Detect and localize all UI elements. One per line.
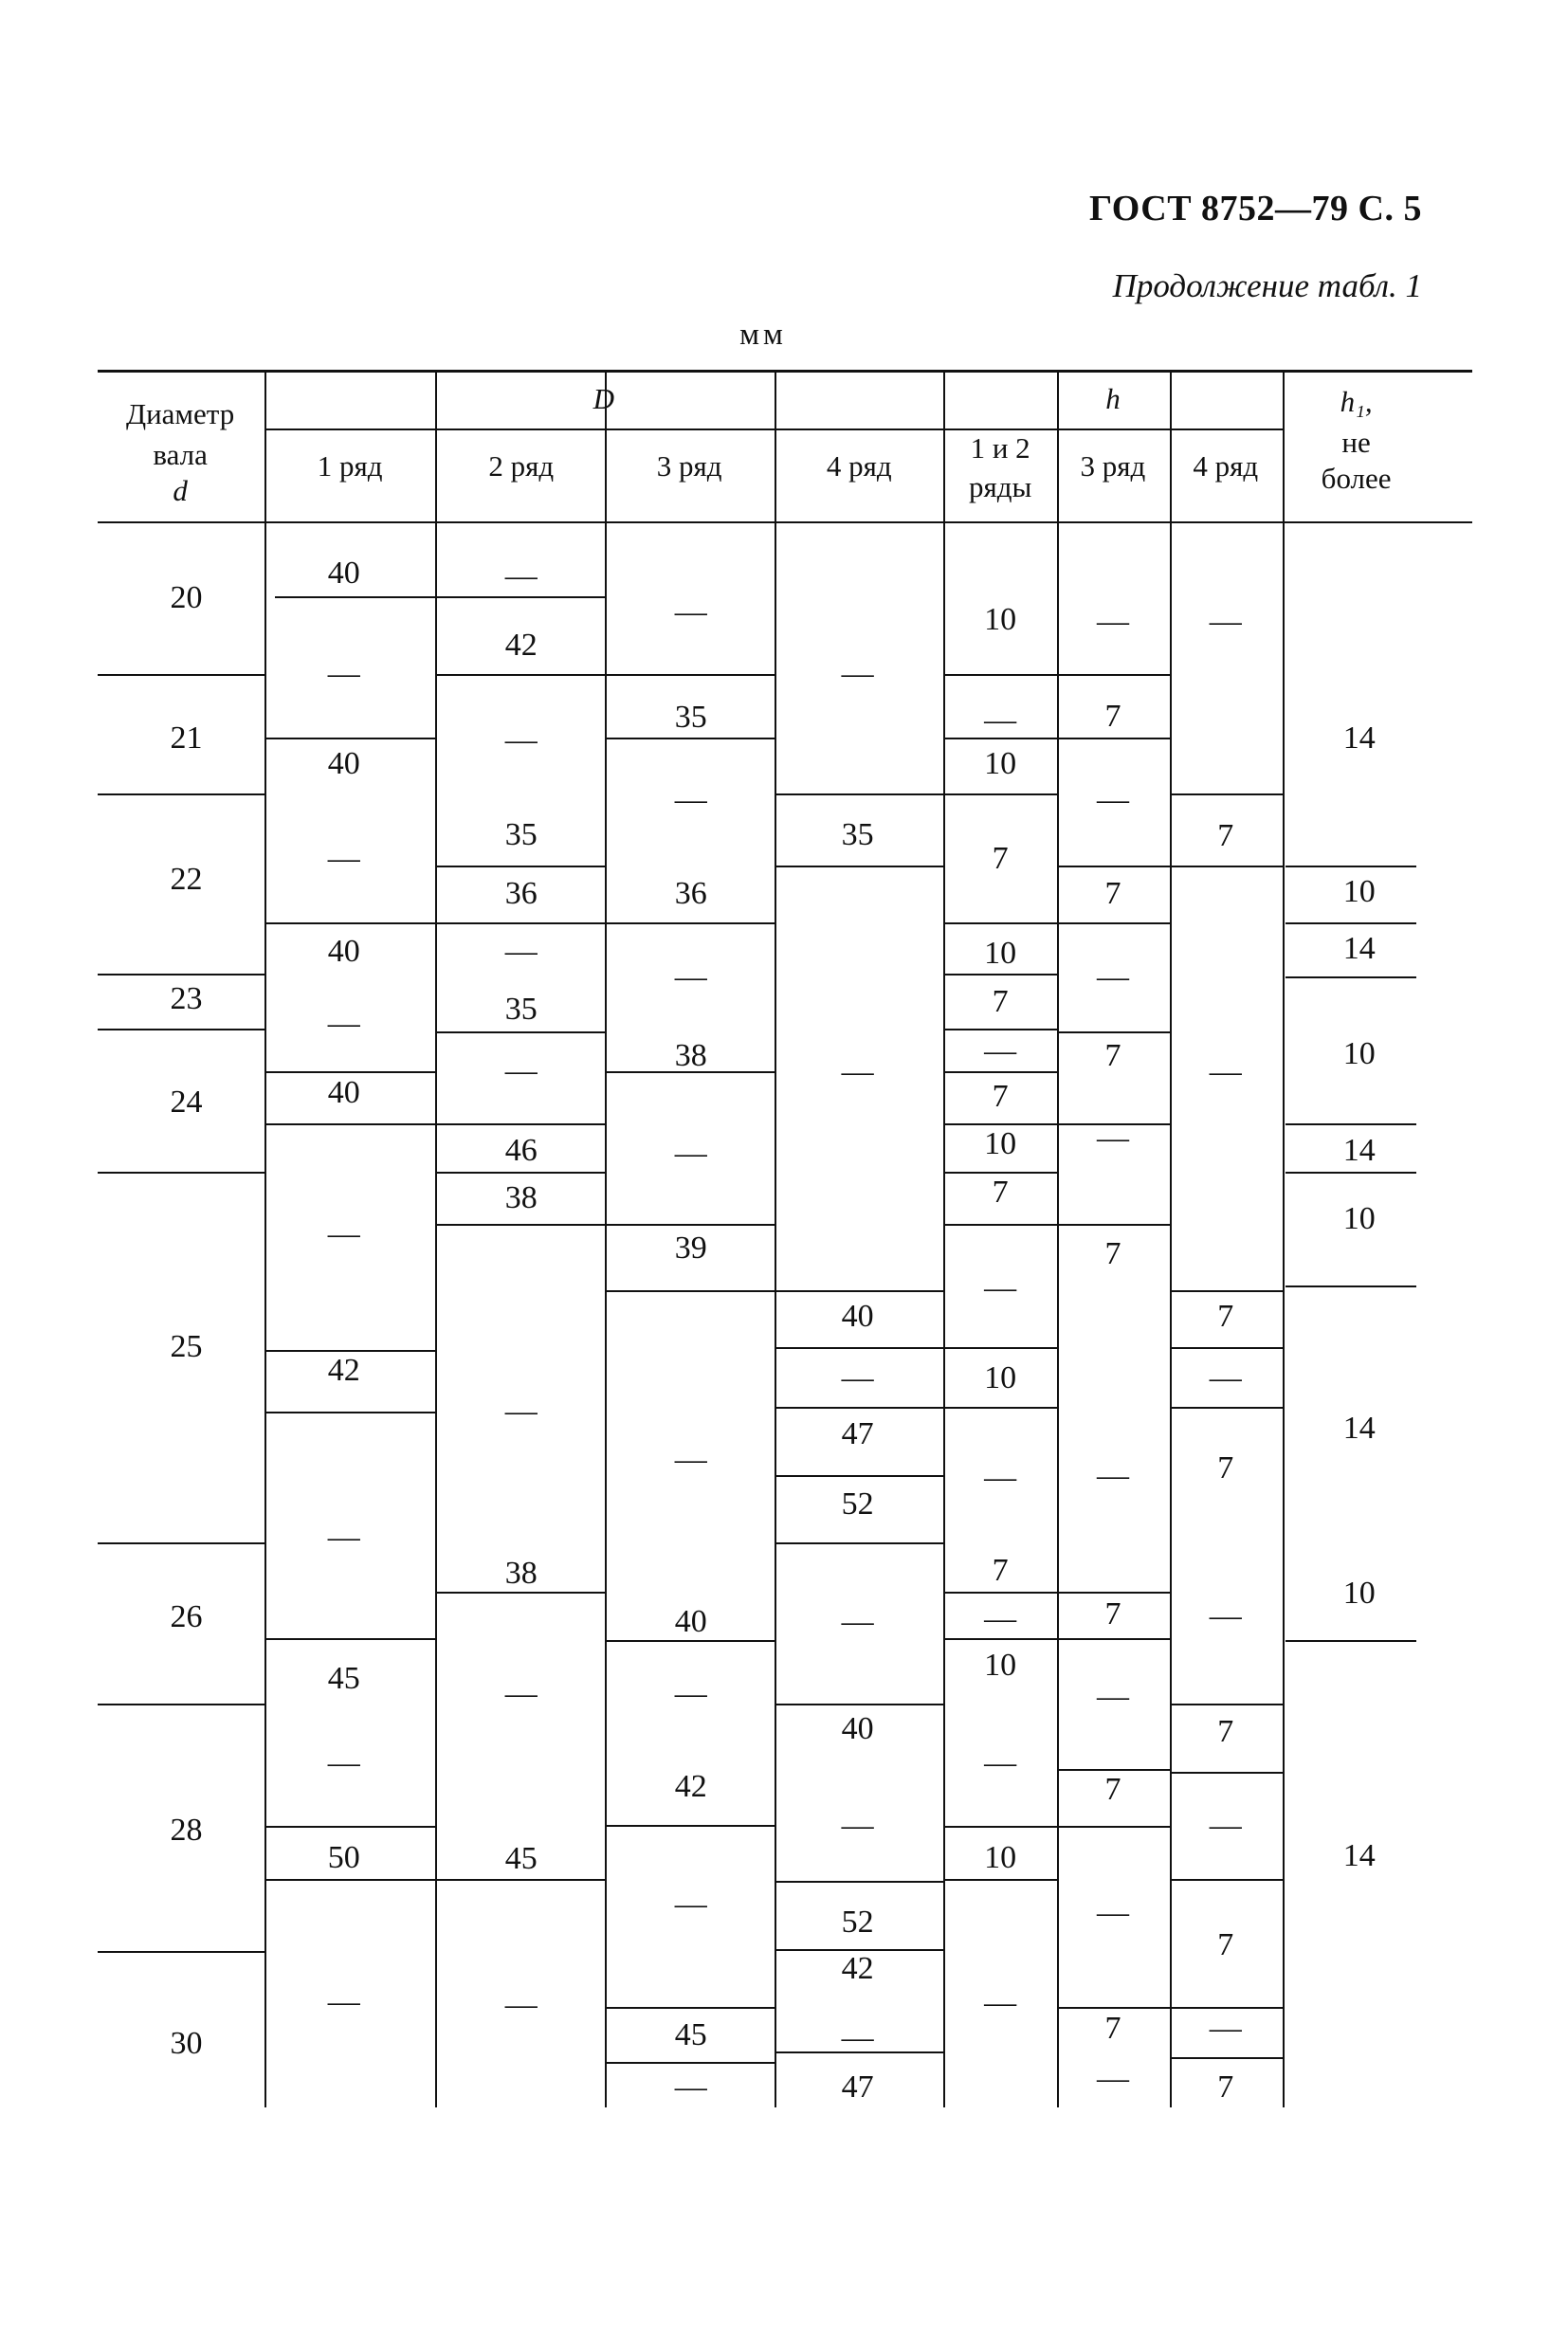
table-cell-h-rows12: — (984, 1459, 1017, 1495)
table-cell-h-rows12: — (984, 1033, 1017, 1068)
table-rule (1285, 1640, 1416, 1642)
table-rule (435, 1879, 605, 1881)
table-cell-shaft-diameter: 24 (170, 1084, 203, 1120)
table-cell-h-row3: 7 (1104, 1235, 1121, 1271)
table-cell-h-rows12: 7 (992, 1078, 1009, 1114)
table-cell-h-rows12: — (984, 702, 1017, 738)
table-cell-h-row3: — (1096, 603, 1129, 639)
table-rule (1170, 1290, 1283, 1292)
table-cell-h-row3: — (1096, 1895, 1129, 1931)
table-rule (1170, 1879, 1283, 1881)
table-cell-D-row3: — (674, 782, 707, 818)
table-cell-D-row4: 35 (841, 816, 874, 852)
table-cell-D-row4: 52 (841, 1486, 874, 1522)
table-cell-D-row1: — (327, 1983, 360, 2019)
table-cell-D-row1: — (327, 656, 360, 692)
table-cell-shaft-diameter: 28 (170, 1813, 203, 1849)
table-cell-h-row4: — (1209, 1808, 1242, 1844)
table-cell-shaft-diameter: 20 (170, 579, 203, 615)
table-cell-D-row2: — (504, 1676, 538, 1712)
table-rule (943, 974, 1057, 975)
table-rule (605, 922, 775, 924)
table-cell-D-row3: — (674, 1886, 707, 1922)
table-cell-h-row3: — (1096, 1679, 1129, 1715)
table-rule (1057, 1031, 1170, 1033)
table-rule (264, 1123, 436, 1125)
header-h: h (1105, 381, 1121, 415)
table-rule (775, 1475, 942, 1477)
table-cell-D-row2: — (504, 722, 538, 758)
header-h-row-12: ряды (968, 470, 1032, 504)
table-rule (943, 793, 1057, 795)
table-cell-D-row3: 39 (674, 1230, 707, 1266)
table-rule (1057, 922, 1170, 924)
table-cell-D-row2: 46 (504, 1132, 538, 1168)
table-cell-h-row3: 7 (1104, 1596, 1121, 1632)
table-cell-h-rows12: 10 (984, 1839, 1017, 1875)
table-cell-h-row3: — (1096, 1120, 1129, 1156)
table-rule (943, 1826, 1057, 1828)
table-cell-D-row2: — (504, 934, 538, 970)
table-cell-D-row2: — (504, 1052, 538, 1088)
table-cell-h-row3: — (1096, 2060, 1129, 2096)
column-rule (264, 370, 266, 2107)
document-title: ГОСТ 8752—79 С. 5 (1089, 189, 1422, 228)
table-rule (943, 1029, 1057, 1030)
table-rule (98, 370, 1472, 373)
table-cell-D-row3: — (674, 1135, 707, 1171)
table-rule (1170, 1704, 1283, 1705)
table-cell-h-row3: 7 (1104, 1037, 1121, 1073)
table-cell-D-row2: 35 (504, 816, 538, 852)
table-cell-h-row4: — (1209, 603, 1242, 639)
table-cell-h-rows12: 7 (992, 1553, 1009, 1589)
table-cell-D-row1: 42 (327, 1353, 360, 1389)
table-cell-shaft-diameter: 23 (170, 980, 203, 1016)
table-cell-shaft-diameter: 26 (170, 1599, 203, 1635)
table-cell-h-row4: — (1209, 1054, 1242, 1090)
table-rule (1285, 866, 1416, 867)
table-cell-D-row2: 42 (504, 628, 538, 664)
table-rule (943, 428, 1283, 430)
header-D-row-2: 2 ряд (488, 449, 555, 483)
table-cell-D-row4: 47 (841, 2069, 874, 2106)
header-h-row-3: 3 ряд (1080, 449, 1146, 483)
column-rule (435, 370, 437, 2107)
table-rule (775, 866, 942, 867)
table-cell-h-row4: — (1209, 2011, 1242, 2047)
table-rule (98, 1172, 264, 1174)
table-cell-h-rows12: 10 (984, 746, 1017, 782)
table-rule (1285, 1172, 1416, 1174)
table-rule (275, 596, 606, 598)
header-h1: более (1321, 461, 1392, 495)
table-rule (605, 738, 775, 739)
table-rule (1057, 738, 1170, 739)
header-diameter: d (173, 473, 188, 507)
column-rule (1283, 370, 1285, 2107)
table-cell-h-row3: — (1096, 1458, 1129, 1494)
table-cell-h-row4: — (1209, 1597, 1242, 1633)
column-rule (605, 370, 607, 2107)
table-cell-h-row4: 7 (1217, 1713, 1234, 1749)
table-rule (98, 1029, 264, 1030)
table-rule (943, 922, 1057, 924)
table-cell-h-rows12: 7 (992, 983, 1009, 1019)
table-cell-h-row3: — (1096, 782, 1129, 818)
table-rule (775, 1407, 942, 1409)
table-rule (775, 1347, 942, 1349)
table-rule (775, 1704, 942, 1705)
table-cell-D-row1: — (327, 1006, 360, 1042)
table-cell-h1: 14 (1342, 1132, 1376, 1168)
table-cell-shaft-diameter: 25 (170, 1329, 203, 1365)
table-rule (775, 1542, 942, 1544)
table-cell-h-rows12: — (984, 1985, 1017, 2021)
table-cell-h-rows12: 10 (984, 1360, 1017, 1396)
table-cell-h-rows12: 10 (984, 1647, 1017, 1683)
table-continuation-note: Продолжение табл. 1 (1112, 267, 1422, 304)
header-diameter: вала (153, 437, 208, 471)
table-cell-D-row2: 38 (504, 1180, 538, 1216)
table-rule (98, 521, 1472, 523)
table-cell-h-row4: 7 (1217, 818, 1234, 854)
table-rule (435, 1224, 605, 1226)
table-cell-D-row1: — (327, 841, 360, 877)
header-h1: не (1341, 425, 1371, 459)
table-cell-D-row2: 45 (504, 1841, 538, 1877)
table-cell-D-row2: — (504, 558, 538, 594)
table-rule (943, 1224, 1057, 1226)
table-rule (98, 1704, 264, 1705)
table-rule (264, 738, 436, 739)
table-rule (943, 1347, 1057, 1349)
table-rule (435, 1123, 605, 1125)
table-cell-h1: 14 (1342, 1838, 1376, 1874)
header-D-row-3: 3 ряд (656, 449, 722, 483)
table-rule (1170, 1772, 1283, 1774)
table-rule (605, 1224, 775, 1226)
table-cell-D-row4: 52 (841, 1904, 874, 1940)
column-rule (775, 370, 776, 2107)
table-cell-h-rows12: — (984, 1600, 1017, 1636)
header-h-row-4: 4 ряд (1193, 449, 1259, 483)
table-cell-D-row4: 42 (841, 1951, 874, 1986)
table-rule (1057, 1592, 1170, 1594)
table-cell-h-row3: 7 (1104, 698, 1121, 734)
table-rule (264, 1412, 436, 1413)
table-rule (435, 1031, 605, 1033)
header-D: D (593, 381, 615, 415)
table-cell-h1: 10 (1342, 1036, 1376, 1072)
table-cell-h-row4: 7 (1217, 2069, 1234, 2106)
table-cell-D-row4: — (841, 2019, 874, 2055)
table-cell-D-row3: 40 (674, 1604, 707, 1640)
table-rule (775, 1290, 942, 1292)
table-rule (264, 428, 943, 430)
table-cell-D-row4: 40 (841, 1299, 874, 1335)
table-rule (1285, 1285, 1416, 1287)
table-cell-h1: 10 (1342, 874, 1376, 910)
table-cell-h-row4: 7 (1217, 1299, 1234, 1335)
table-cell-D-row1: 40 (327, 934, 360, 970)
table-cell-h-rows12: 7 (992, 841, 1009, 877)
table-rule (943, 1638, 1057, 1640)
table-cell-h1: 10 (1342, 1575, 1376, 1611)
table-rule (435, 1172, 605, 1174)
table-cell-D-row1: 45 (327, 1661, 360, 1697)
table-cell-D-row4: — (841, 1360, 874, 1396)
table-cell-D-row1: 50 (327, 1839, 360, 1875)
table-cell-D-row2: — (504, 1987, 538, 2023)
table-cell-D-row3: 35 (674, 700, 707, 736)
table-rule (605, 1825, 775, 1827)
table-rule (1170, 793, 1283, 795)
table-rule (98, 1542, 264, 1544)
table-cell-h-rows12: — (984, 1270, 1017, 1306)
table-cell-shaft-diameter: 21 (170, 720, 203, 757)
table-rule (1057, 2007, 1170, 2009)
table-rule (264, 1071, 436, 1073)
table-rule (98, 793, 264, 795)
table-cell-D-row1: 40 (327, 556, 360, 592)
table-cell-D-row1: — (327, 1520, 360, 1556)
table-cell-h-row4: — (1209, 1360, 1242, 1396)
table-cell-h-row3: 7 (1104, 875, 1121, 911)
table-rule (1285, 1123, 1416, 1125)
header-h1: h₁, (1340, 385, 1373, 419)
table-cell-h-row4: 7 (1217, 1926, 1234, 1962)
table-rule (605, 2062, 775, 2064)
table-cell-D-row2: 38 (504, 1556, 538, 1592)
table-cell-D-row4: — (841, 1054, 874, 1090)
table-cell-D-row1: 40 (327, 746, 360, 782)
table-cell-D-row2: 35 (504, 991, 538, 1027)
table-cell-D-row3: 45 (674, 2016, 707, 2052)
table-cell-D-row3: 36 (674, 875, 707, 911)
table-cell-D-row3: — (674, 959, 707, 995)
table-rule (435, 674, 775, 676)
header-D-row-1: 1 ряд (317, 449, 383, 483)
table-rule (1057, 1224, 1170, 1226)
table-rule (1057, 866, 1283, 867)
table-cell-D-row3: — (674, 1676, 707, 1712)
header-D-row-4: 4 ряд (826, 449, 892, 483)
table-rule (775, 793, 942, 795)
table-rule (943, 1592, 1057, 1594)
table-cell-D-row4: — (841, 1808, 874, 1844)
table-rule (264, 1879, 436, 1881)
table-cell-D-row3: — (674, 2069, 707, 2106)
table-rule (775, 1881, 942, 1883)
table-cell-h-row3: — (1096, 959, 1129, 995)
table-cell-D-row1: — (327, 1216, 360, 1252)
table-cell-h-rows12: 10 (984, 1126, 1017, 1162)
table-cell-shaft-diameter: 30 (170, 2026, 203, 2062)
table-cell-h-row3: 7 (1104, 1772, 1121, 1808)
table-rule (264, 1638, 436, 1640)
table-cell-D-row1: — (327, 1744, 360, 1780)
table-rule (1170, 2057, 1283, 2059)
table-cell-D-row2: 36 (504, 875, 538, 911)
table-rule (605, 1290, 775, 1292)
table-cell-h1: 10 (1342, 1201, 1376, 1237)
table-cell-D-row4: — (841, 656, 874, 692)
table-cell-h-rows12: — (984, 1744, 1017, 1780)
units-label: мм (739, 318, 787, 352)
table-cell-D-row3: 38 (674, 1037, 707, 1073)
table-cell-D-row4: — (841, 1604, 874, 1640)
table-rule (435, 922, 605, 924)
table-rule (1170, 1407, 1283, 1409)
table-cell-h-rows12: 7 (992, 1174, 1009, 1210)
table-rule (1285, 922, 1416, 924)
table-rule (943, 1407, 1057, 1409)
table-rule (98, 1951, 264, 1953)
header-diameter: Диаметр (125, 396, 235, 430)
table-cell-D-row3: — (674, 1441, 707, 1477)
table-cell-h1: 14 (1342, 931, 1376, 967)
header-h-row-12: 1 и 2 (970, 431, 1030, 465)
table-rule (1057, 1638, 1170, 1640)
table-rule (1057, 674, 1170, 676)
table-cell-h1: 14 (1342, 720, 1376, 757)
table-rule (98, 674, 264, 676)
table-rule (943, 1879, 1057, 1881)
table-cell-D-row3: 42 (674, 1769, 707, 1805)
table-cell-h-row3: 7 (1104, 2011, 1121, 2047)
table-rule (1170, 2007, 1283, 2009)
table-cell-h-rows12: 10 (984, 602, 1017, 638)
table-rule (98, 974, 264, 975)
table-rule (1057, 1826, 1170, 1828)
table-cell-D-row4: 40 (841, 1710, 874, 1746)
table-rule (264, 922, 436, 924)
table-rule (1170, 1347, 1283, 1349)
table-rule (943, 674, 1057, 676)
table-rule (605, 2007, 775, 2009)
table-rule (264, 1826, 436, 1828)
table-cell-h-row4: 7 (1217, 1450, 1234, 1486)
table-cell-shaft-diameter: 22 (170, 862, 203, 898)
table-cell-h-rows12: 10 (984, 936, 1017, 972)
table-cell-D-row2: — (504, 1394, 538, 1430)
table-rule (435, 866, 605, 867)
table-cell-D-row4: 47 (841, 1415, 874, 1451)
table-cell-D-row3: — (674, 594, 707, 630)
table-rule (1285, 976, 1416, 978)
table-cell-D-row1: 40 (327, 1075, 360, 1111)
table-cell-h1: 14 (1342, 1410, 1376, 1446)
table-rule (943, 1071, 1057, 1073)
